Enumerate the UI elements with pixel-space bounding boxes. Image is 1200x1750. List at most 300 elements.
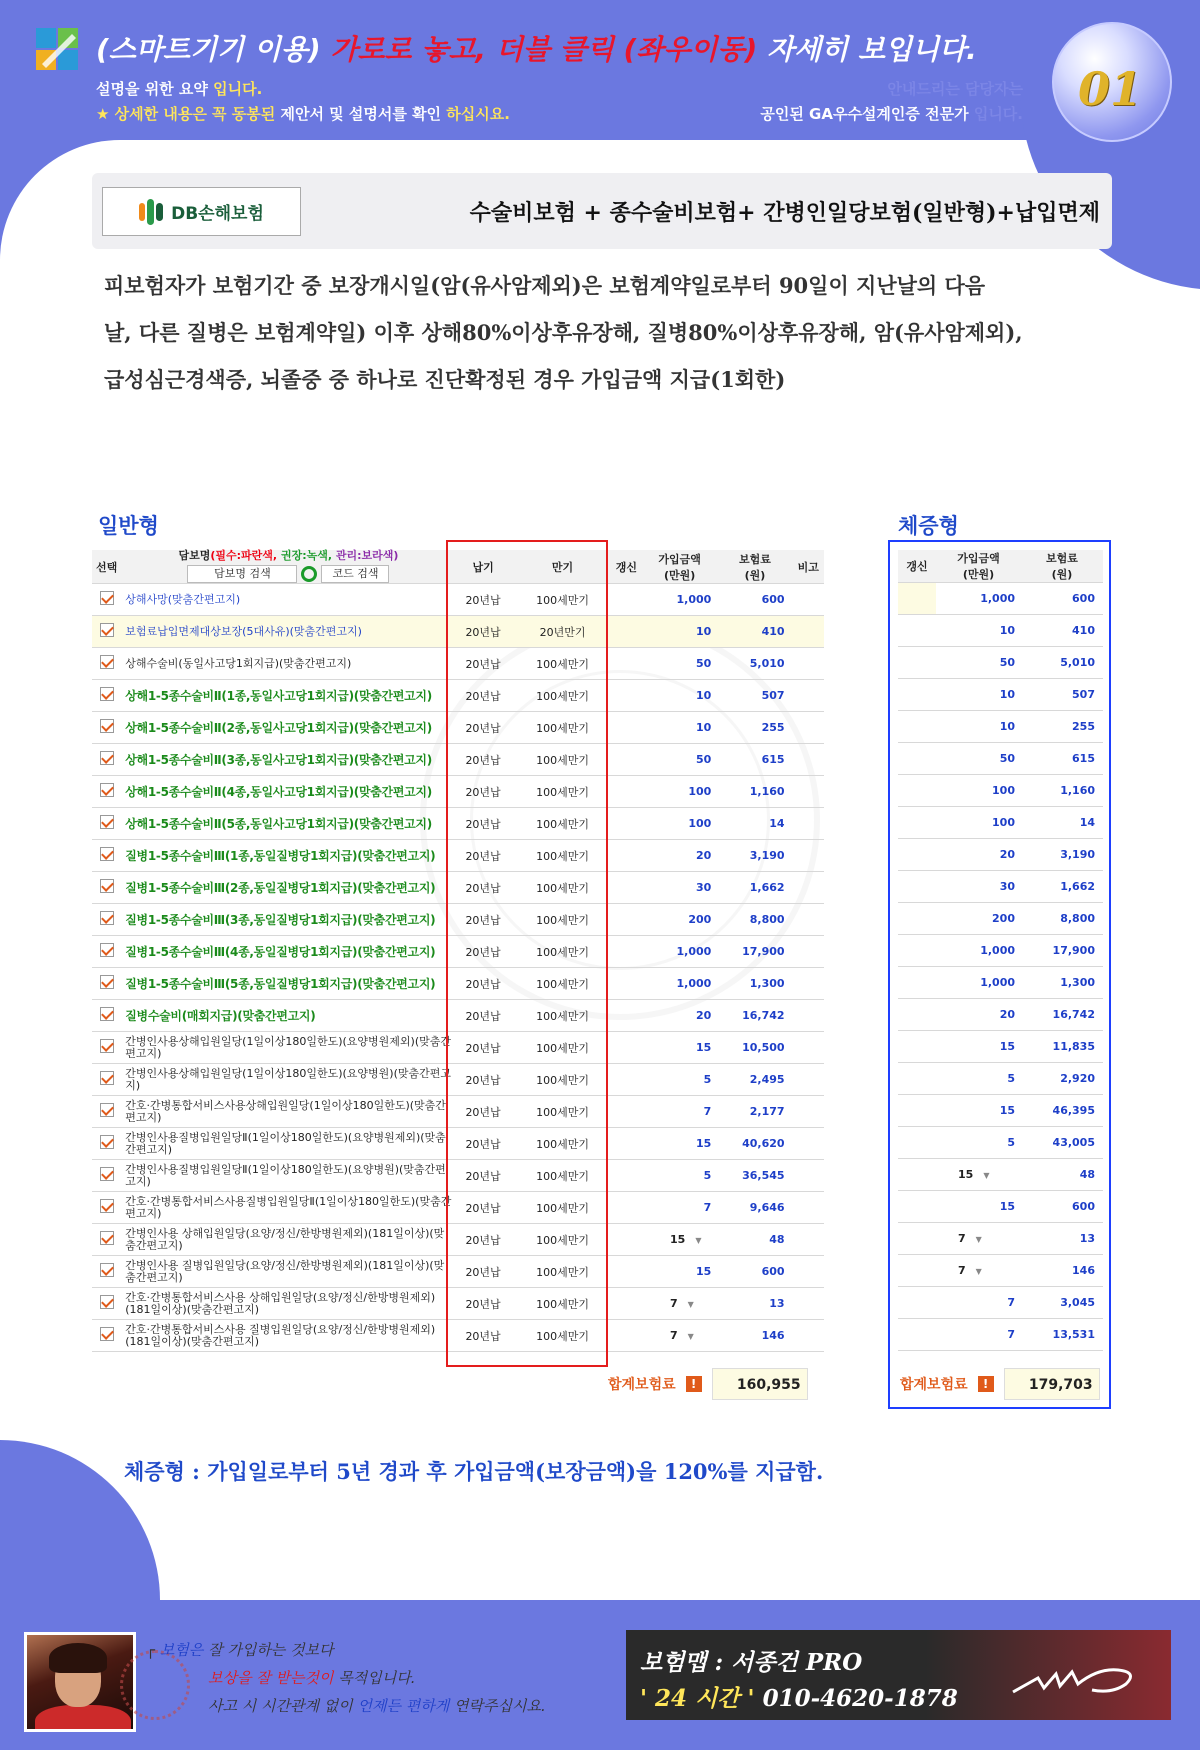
premium: 146 <box>717 1320 792 1352</box>
warning-icon[interactable]: ! <box>978 1376 994 1392</box>
db-logo-text: DB손해보험 <box>171 204 264 224</box>
premium: 16,742 <box>717 1000 792 1032</box>
coverage-search-input[interactable]: 담보명 검색 <box>187 565 297 583</box>
maturity: 100세만기 <box>514 1320 610 1352</box>
etc <box>793 712 824 744</box>
checkbox-icon[interactable] <box>100 751 114 765</box>
pay-period: 20년납 <box>452 1224 515 1256</box>
premium: 5,010 <box>1021 647 1103 679</box>
etc <box>793 1192 824 1224</box>
amount-select[interactable] <box>642 1224 717 1256</box>
row-select[interactable] <box>92 808 121 840</box>
coverage-name: 간병인사용 상해입원일당(요양/정신/한방병원제외)(181일이상)(맞춤간편고지) <box>121 1224 451 1256</box>
pay-period: 20년납 <box>452 1256 515 1288</box>
checkbox-icon[interactable] <box>100 783 114 797</box>
row-select[interactable] <box>92 968 121 1000</box>
maturity: 100세만기 <box>514 968 610 1000</box>
premium: 48 <box>1021 1159 1103 1191</box>
pay-period: 20년납 <box>452 616 515 648</box>
amount-select[interactable] <box>642 1288 717 1320</box>
renew <box>611 584 642 616</box>
premium: 11,835 <box>1021 1031 1103 1063</box>
section-general-label: 일반형 <box>98 513 159 538</box>
checkbox-icon[interactable] <box>100 1135 114 1149</box>
row-select[interactable] <box>92 1256 121 1288</box>
checkbox-icon[interactable] <box>100 1103 114 1117</box>
sub2-text-a: ★ 상세한 내용은 꼭 동봉된 <box>96 105 276 123</box>
amount: 100 <box>936 775 1021 807</box>
row-select[interactable] <box>92 904 121 936</box>
row-select[interactable] <box>92 936 121 968</box>
amount: 200 <box>642 904 717 936</box>
note-required: (필수:파란색, <box>210 549 278 562</box>
quote-mark: ┌ <box>146 1641 156 1659</box>
row-select[interactable] <box>92 712 121 744</box>
premium: 1,662 <box>1021 871 1103 903</box>
quote-line-2 <box>146 1664 546 1692</box>
checkbox-icon[interactable] <box>100 719 114 733</box>
pay-period: 20년납 <box>452 1288 515 1320</box>
premium: 17,900 <box>1021 935 1103 967</box>
coverage-name: 간병인사용질병입원일당Ⅱ(1일이상180일한도)(요양병원)(맞춤간편고지) <box>121 1160 451 1192</box>
total-value: 160,955 <box>712 1368 808 1400</box>
header-subtitle-1 <box>96 78 262 99</box>
checkbox-icon[interactable] <box>100 1263 114 1277</box>
amount: 20 <box>936 839 1021 871</box>
coverage-name: 상해1-5종수술비Ⅱ(1종,동일사고당1회지급)(맞춤간편고지) <box>121 680 451 712</box>
etc <box>793 1320 824 1352</box>
maturity: 100세만기 <box>514 840 610 872</box>
coverage-name: 상해1-5종수술비Ⅱ(4종,동일사고당1회지급)(맞춤간편고지) <box>121 776 451 808</box>
row-select[interactable] <box>92 1160 121 1192</box>
pay-period: 20년납 <box>452 904 515 936</box>
maturity: 100세만기 <box>514 648 610 680</box>
code-search-button[interactable]: 코드 검색 <box>321 565 389 583</box>
amount: 5 <box>936 1127 1021 1159</box>
renew <box>611 744 642 776</box>
row-select[interactable] <box>92 1192 121 1224</box>
premium: 2,920 <box>1021 1063 1103 1095</box>
etc <box>793 744 824 776</box>
col-pay: 납기 <box>452 550 515 584</box>
row-select[interactable] <box>92 1096 121 1128</box>
maturity: 100세만기 <box>514 1160 610 1192</box>
amount-value: 7 ▼ <box>958 1264 994 1277</box>
premium: 1,160 <box>1021 775 1103 807</box>
amount: 10 <box>936 615 1021 647</box>
pay-period: 20년납 <box>452 1192 515 1224</box>
premium: 14 <box>1021 807 1103 839</box>
amount-value: 7 ▼ <box>670 1329 706 1342</box>
amount: 7 <box>642 1192 717 1224</box>
premium: 1,160 <box>717 776 792 808</box>
premium: 13,531 <box>1021 1319 1103 1351</box>
col-renew: 갱신 <box>611 550 642 584</box>
premium: 1,662 <box>717 872 792 904</box>
checkbox-icon[interactable] <box>100 943 114 957</box>
amount: 100 <box>642 808 717 840</box>
amount: 7 <box>936 1319 1021 1351</box>
maturity: 100세만기 <box>514 872 610 904</box>
maturity: 100세만기 <box>514 680 610 712</box>
amount: 15 <box>642 1128 717 1160</box>
coverage-name: 질병1-5종수술비Ⅲ(4종,동일질병당1회지급)(맞춤간편고지) <box>121 936 451 968</box>
amount: 10 <box>642 712 717 744</box>
increase-note: 체증형 : 가입일로부터 5년 경과 후 가입금액(보장금액)을 120%를 지급함. <box>124 1459 824 1484</box>
checkbox-icon[interactable] <box>100 623 114 637</box>
renew <box>611 712 642 744</box>
renew <box>611 1320 642 1352</box>
signature-icon <box>1008 1660 1148 1700</box>
coverage-name: 상해1-5종수술비Ⅱ(5종,동일사고당1회지급)(맞춤간편고지) <box>121 808 451 840</box>
col-name-label: 담보명 <box>178 549 211 562</box>
etc <box>793 936 824 968</box>
coverage-name: 간병인사용 질병입원일당(요양/정신/한방병원제외)(181일이상)(맞춤간편고지) <box>121 1256 451 1288</box>
phone-number[interactable]: 010-4620-1878 <box>762 1685 958 1712</box>
maturity: 100세만기 <box>514 1064 610 1096</box>
maturity: 100세만기 <box>514 1032 610 1064</box>
quote-3b: 언제든 편하게 <box>357 1697 450 1715</box>
checkbox-icon[interactable] <box>100 847 114 861</box>
premium: 48 <box>717 1224 792 1256</box>
total-label: 합계보험료 <box>900 1377 968 1393</box>
row-select[interactable] <box>92 1000 121 1032</box>
row-select[interactable] <box>92 616 121 648</box>
renew <box>611 936 642 968</box>
etc <box>793 1064 824 1096</box>
etc <box>793 808 824 840</box>
amount: 1,000 <box>642 936 717 968</box>
checkbox-icon[interactable] <box>100 591 114 605</box>
amount-select[interactable] <box>642 1320 717 1352</box>
row-select[interactable] <box>92 680 121 712</box>
coverage-name: 질병1-5종수술비Ⅲ(3종,동일질병당1회지급)(맞춤간편고지) <box>121 904 451 936</box>
pay-period: 20년납 <box>452 1096 515 1128</box>
etc <box>793 1288 824 1320</box>
agent-name: 보험맵 : 서종건 PRO <box>640 1649 863 1676</box>
premium: 8,800 <box>717 904 792 936</box>
amount: 30 <box>936 871 1021 903</box>
premium: 600 <box>717 1256 792 1288</box>
premium: 13 <box>717 1288 792 1320</box>
maturity: 100세만기 <box>514 1192 610 1224</box>
coverage-name: 상해1-5종수술비Ⅱ(2종,동일사고당1회지급)(맞춤간편고지) <box>121 712 451 744</box>
pay-period: 20년납 <box>452 584 515 616</box>
renew <box>611 1288 642 1320</box>
renew <box>611 808 642 840</box>
checkbox-icon[interactable] <box>100 1295 114 1309</box>
col-premium: 보험료 (원) <box>1021 550 1103 583</box>
description-line: 날, 다른 질병은 보험계약일) 이후 상해80%이상후유장해, 질병80%이상후유장해, 암(유사암제외), <box>104 320 1023 345</box>
amount: 1,000 <box>642 968 717 1000</box>
amount: 20 <box>936 999 1021 1031</box>
premium: 2,495 <box>717 1064 792 1096</box>
right2-text: 공인된 GA우수설계인증 전문가 <box>760 105 969 123</box>
row-select[interactable] <box>92 648 121 680</box>
renew <box>611 1000 642 1032</box>
premium: 5,010 <box>717 648 792 680</box>
amount: 50 <box>642 648 717 680</box>
description-line: 급성심근경색증, 뇌졸중 중 하나로 진단확정된 경우 가입금액 지급(1회한) <box>104 367 786 392</box>
renew <box>611 1096 642 1128</box>
premium: 8,800 <box>1021 903 1103 935</box>
row-select[interactable] <box>92 1128 121 1160</box>
premium: 600 <box>1021 583 1103 615</box>
amount-value: 15 ▼ <box>958 1168 994 1181</box>
checkbox-icon[interactable] <box>100 1199 114 1213</box>
col-amount: 가입금액 (만원) <box>936 550 1021 583</box>
premium: 410 <box>1021 615 1103 647</box>
premium: 46,395 <box>1021 1095 1103 1127</box>
quote-2r: 보상을 잘 받는것이 <box>208 1669 334 1687</box>
pay-period: 20년납 <box>452 680 515 712</box>
quote-line-3 <box>146 1692 546 1720</box>
coverage-name: 상해사망(맞춤간편고지) <box>121 584 451 616</box>
hours-text: ' 24 시간 ' <box>640 1685 755 1712</box>
etc <box>793 1256 824 1288</box>
title-part3: 자세히 보입니다. <box>767 33 977 66</box>
maturity: 100세만기 <box>514 808 610 840</box>
renew <box>611 616 642 648</box>
quote-1b: 보험은 <box>159 1641 204 1659</box>
maturity: 100세만기 <box>514 712 610 744</box>
renew <box>611 1256 642 1288</box>
premium: 10,500 <box>717 1032 792 1064</box>
section-increase-label: 체증형 <box>898 513 959 538</box>
product-title: 수술비보험 + 종수술비보험+ 간병인일당보험(일반형)+납입면제 <box>469 200 1100 226</box>
quote-2c: 목적입니다. <box>338 1669 416 1687</box>
row-select[interactable] <box>92 584 121 616</box>
total-label: 합계보험료 <box>608 1377 676 1393</box>
row-select[interactable] <box>92 1320 121 1352</box>
brand-logo-icon <box>36 28 78 70</box>
amount: 30 <box>642 872 717 904</box>
row-select[interactable] <box>92 872 121 904</box>
renew <box>611 904 642 936</box>
maturity: 100세만기 <box>514 904 610 936</box>
etc <box>793 584 824 616</box>
col-name-title <box>125 550 451 562</box>
coverage-name: 간호·간병통합서비스사용 상해입원일당(요양/정신/한방병원제외)(181일이상)(맞춤간편고지) <box>121 1288 451 1320</box>
coverage-name: 질병수술비(매회지급)(맞춤간편고지) <box>121 1000 451 1032</box>
amount: 10 <box>642 680 717 712</box>
premium: 3,045 <box>1021 1287 1103 1319</box>
checkbox-icon[interactable] <box>100 1039 114 1053</box>
page-number: 01 <box>1078 62 1143 116</box>
coverage-name: 간호·간병통합서비스사용질병입원일당Ⅱ(1일이상180일한도)(맞춤간편고지) <box>121 1192 451 1224</box>
amount: 1,000 <box>642 584 717 616</box>
warning-icon[interactable]: ! <box>686 1376 702 1392</box>
premium: 3,190 <box>1021 839 1103 871</box>
pay-period: 20년납 <box>452 1032 515 1064</box>
header-right-2 <box>760 103 1023 124</box>
coverage-name: 간호·간병통합서비스사용상해입원일당(1일이상180일한도)(맞춤간편고지) <box>121 1096 451 1128</box>
checkbox-icon[interactable] <box>100 1167 114 1181</box>
row-select[interactable] <box>92 1064 121 1096</box>
maturity: 20년만기 <box>514 616 610 648</box>
col-name <box>121 550 451 584</box>
pay-period: 20년납 <box>452 744 515 776</box>
sub1-text: 설명을 위한 요약 <box>96 80 208 98</box>
col-select: 선택 <box>92 550 121 584</box>
coverage-name: 보험료납입면제대상보장(5대사유)(맞춤간편고지) <box>121 616 451 648</box>
sub2-text-c: 하십시요. <box>446 105 510 123</box>
pay-period: 20년납 <box>452 872 515 904</box>
pay-period: 20년납 <box>452 936 515 968</box>
renew <box>611 872 642 904</box>
checkbox-icon[interactable] <box>100 1071 114 1085</box>
checkbox-icon[interactable] <box>100 975 114 989</box>
checkbox-icon[interactable] <box>100 1327 114 1341</box>
pay-period: 20년납 <box>452 840 515 872</box>
maturity: 100세만기 <box>514 1128 610 1160</box>
coverage-name: 질병1-5종수술비Ⅲ(1종,동일질병당1회지급)(맞춤간편고지) <box>121 840 451 872</box>
coverage-name: 질병1-5종수술비Ⅲ(2종,동일질병당1회지급)(맞춤간편고지) <box>121 872 451 904</box>
renew <box>611 1064 642 1096</box>
quote-3a: 사고 시 시간관계 없이 <box>208 1697 353 1715</box>
premium: 507 <box>1021 679 1103 711</box>
premium: 9,646 <box>717 1192 792 1224</box>
etc <box>793 1160 824 1192</box>
photo-suit <box>35 1705 131 1732</box>
amount: 200 <box>936 903 1021 935</box>
quote-3c: 연락주십시요. <box>454 1697 546 1715</box>
row-select[interactable] <box>92 1288 121 1320</box>
premium: 507 <box>717 680 792 712</box>
amount: 100 <box>936 807 1021 839</box>
premium: 600 <box>1021 1191 1103 1223</box>
checkbox-icon[interactable] <box>100 879 114 893</box>
maturity: 100세만기 <box>514 1256 610 1288</box>
amount: 7 <box>936 1287 1021 1319</box>
pay-period: 20년납 <box>452 968 515 1000</box>
coverage-name: 간호·간병통합서비스사용 질병입원일당(요양/정신/한방병원제외)(181일이상)(맞춤간편고지) <box>121 1320 451 1352</box>
renew <box>611 648 642 680</box>
etc <box>793 1000 824 1032</box>
col-amount: 가입금액 (만원) <box>642 550 717 584</box>
col-renew: 갱신 <box>898 550 936 583</box>
coverage-name: 간병인사용질병입원일당Ⅱ(1일이상180일한도)(요양병원제외)(맞춤간편고지) <box>121 1128 451 1160</box>
amount-value: 7 ▼ <box>958 1232 994 1245</box>
coverage-name: 상해수술비(동일사고당1회지급)(맞춤간편고지) <box>121 648 451 680</box>
sub1-suffix: 입니다. <box>213 80 263 98</box>
pay-period: 20년납 <box>452 1320 515 1352</box>
pay-period: 20년납 <box>452 648 515 680</box>
etc <box>793 616 824 648</box>
header-title <box>96 28 977 68</box>
row-select[interactable] <box>92 1032 121 1064</box>
premium: 2,177 <box>717 1096 792 1128</box>
amount: 15 <box>642 1256 717 1288</box>
pay-period: 20년납 <box>452 1160 515 1192</box>
premium: 3,190 <box>717 840 792 872</box>
checkbox-icon[interactable] <box>100 911 114 925</box>
search-icon[interactable] <box>301 566 317 582</box>
amount: 100 <box>642 776 717 808</box>
amount: 20 <box>642 840 717 872</box>
row-select[interactable] <box>92 1224 121 1256</box>
premium: 255 <box>1021 711 1103 743</box>
maturity: 100세만기 <box>514 1224 610 1256</box>
premium: 600 <box>717 584 792 616</box>
photo-hair <box>49 1643 107 1673</box>
renew <box>611 968 642 1000</box>
total-value: 179,703 <box>1004 1368 1100 1400</box>
pay-period: 20년납 <box>452 1064 515 1096</box>
db-logo <box>102 187 301 236</box>
etc <box>793 776 824 808</box>
renew <box>611 1032 642 1064</box>
general-total <box>608 1368 808 1400</box>
right2-suffix: 입니다. <box>973 105 1023 123</box>
premium: 16,742 <box>1021 999 1103 1031</box>
amount-value: 7 ▼ <box>670 1297 706 1310</box>
amount: 50 <box>642 744 717 776</box>
title-part2: 가로로 놓고, 더블 클릭 (좌우이동) <box>330 33 758 66</box>
premium: 13 <box>1021 1223 1103 1255</box>
coverage-name: 간병인사용상해입원일당(1일이상180일한도)(요양병원)(맞춤간편고지) <box>121 1064 451 1096</box>
checkbox-icon[interactable] <box>100 655 114 669</box>
amount: 10 <box>936 679 1021 711</box>
amount: 1,000 <box>936 967 1021 999</box>
increase-total <box>900 1368 1100 1400</box>
amount-value: 15 ▼ <box>670 1233 706 1246</box>
checkbox-icon[interactable] <box>100 1231 114 1245</box>
row-select[interactable] <box>92 744 121 776</box>
premium: 410 <box>717 616 792 648</box>
increase-type-highlight <box>888 540 1111 1409</box>
amount: 50 <box>936 743 1021 775</box>
etc <box>793 968 824 1000</box>
premium: 1,300 <box>1021 967 1103 999</box>
amount: 15 <box>936 1031 1021 1063</box>
renew <box>611 1224 642 1256</box>
checkbox-icon[interactable] <box>100 815 114 829</box>
amount: 15 <box>642 1032 717 1064</box>
maturity: 100세만기 <box>514 1096 610 1128</box>
amount: 7 <box>642 1096 717 1128</box>
row-select[interactable] <box>92 776 121 808</box>
maturity: 100세만기 <box>514 1288 610 1320</box>
premium: 615 <box>1021 743 1103 775</box>
description-line: 피보험자가 보험기간 중 보장개시일(암(유사암제외)은 보험계약일로부터 90일이 지난날의 다음 <box>104 273 986 298</box>
pay-period: 20년납 <box>452 1128 515 1160</box>
renew <box>611 776 642 808</box>
coverage-name: 상해1-5종수술비Ⅱ(3종,동일사고당1회지급)(맞춤간편고지) <box>121 744 451 776</box>
checkbox-icon[interactable] <box>100 687 114 701</box>
amount: 1,000 <box>936 583 1021 615</box>
payment-period-highlight <box>446 540 608 1367</box>
amount: 1,000 <box>936 935 1021 967</box>
checkbox-icon[interactable] <box>100 1007 114 1021</box>
etc <box>793 648 824 680</box>
etc <box>793 1096 824 1128</box>
title-part1: (스마트기기 이용) <box>96 33 321 66</box>
col-premium: 보험료 (원) <box>717 550 792 584</box>
amount: 10 <box>936 711 1021 743</box>
etc <box>793 872 824 904</box>
row-select[interactable] <box>92 840 121 872</box>
etc <box>793 1032 824 1064</box>
pay-period: 20년납 <box>452 808 515 840</box>
pay-period: 20년납 <box>452 776 515 808</box>
coverage-name: 간병인사용상해입원일당(1일이상180일한도)(요양병원제외)(맞춤간편고지) <box>121 1032 451 1064</box>
db-logo-icon <box>139 199 165 225</box>
premium: 36,545 <box>717 1160 792 1192</box>
agent-contact <box>640 1680 958 1713</box>
footer-quote <box>146 1636 546 1720</box>
amount: 20 <box>642 1000 717 1032</box>
